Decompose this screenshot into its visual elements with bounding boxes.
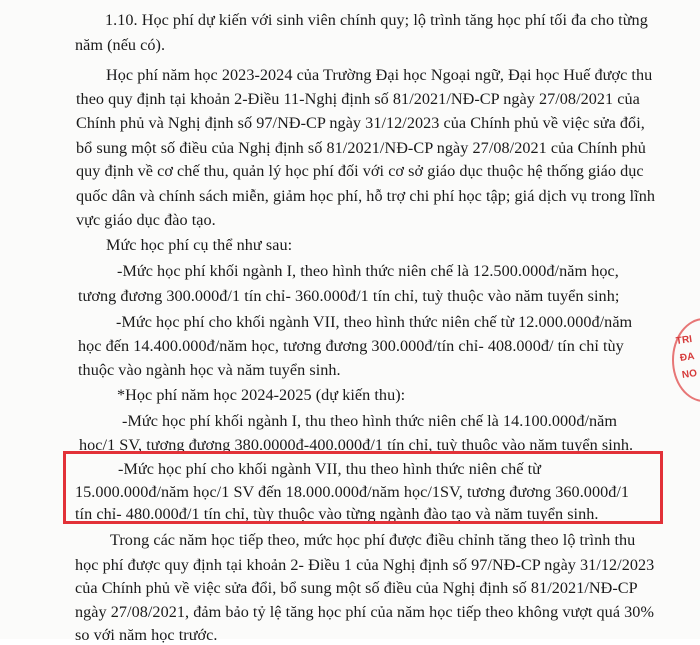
fee-item-line: -Mức học phí khối ngành I, thu theo hình thức niên chế là 14.100.000đ/năm bbox=[122, 412, 618, 430]
fee-item-line: học đến 14.400.000đ/năm học, tương đương 300.000đ/tín chỉ- 408.000đ/ tín chỉ tùy bbox=[78, 337, 624, 355]
highlighted-fee-line: -Mức học phí cho khối ngành VII, thu theo hình thức niên chế từ bbox=[118, 460, 541, 478]
paragraph-line: quy định về cơ chế thu, quản lý học phí đối với cơ sở giáo dục thuộc hệ thống giáo dục bbox=[76, 162, 644, 180]
fee-year-heading: *Học phí năm học 2024-2025 (dự kiến thu): bbox=[117, 386, 406, 404]
paragraph-line: Mức học phí cụ thể như sau: bbox=[106, 236, 293, 254]
fee-item-line: -Mức học phí cho khối ngành VII, theo hình thức niên chế từ 12.000.000đ/năm bbox=[116, 313, 633, 331]
paragraph-line: vực giáo dục đào tạo. bbox=[76, 211, 216, 229]
section-heading-line-1: 1.10. Học phí dự kiến với sinh viên chính quy; lộ trình tăng học phí tối đa cho từng bbox=[105, 11, 648, 29]
section-heading-line-2: năm (nếu có). bbox=[75, 36, 166, 54]
paragraph-line: ngày 27/08/2021, đảm bảo tỷ lệ tăng học phí của năm học tiếp theo không vượt quá 30% bbox=[75, 603, 654, 621]
paragraph-line: bổ sung một số điều của Nghị định số 81/2021/NĐ-CP ngày 27/08/2021 của Chính phủ bbox=[76, 139, 646, 157]
paragraph-line: học phí được quy định tại khoản 2- Điều 1 của Nghị định số 97/NĐ-CP ngày 31/12/2023 bbox=[75, 556, 655, 574]
fee-item-line: tương đương 300.000đ/1 tín chỉ- 360.000đ/1 tín chỉ, tuỳ thuộc vào năm tuyển sinh; bbox=[78, 287, 620, 305]
red-highlight-box bbox=[63, 451, 663, 524]
paragraph-line: so với năm học trước. bbox=[75, 626, 218, 644]
fee-item-line: học/1 SV, tương đương 380.0000đ-400.000đ/1 tín chỉ, tuỳ thuộc vào năm tuyển sinh. bbox=[79, 436, 634, 454]
paragraph-line: của Chính phủ về việc sửa đổi, bổ sung một số điều của Nghị định số 81/2021/NĐ-CP bbox=[75, 579, 638, 597]
highlighted-fee-line: 15.000.000đ/năm học/1 SV đến 18.000.000đ/năm học/1SV, tương đương 360.000đ/1 bbox=[75, 483, 630, 501]
paragraph-line: Trong các năm học tiếp theo, mức học phí được điều chỉnh tăng theo lộ trình thu bbox=[110, 531, 636, 549]
fee-item-line: thuộc vào ngành học và năm tuyển sinh. bbox=[78, 361, 341, 379]
highlighted-fee-line: tín chỉ- 480.000đ/1 tín chỉ, tùy thuộc vào từng ngành đào tạo và năm tuyển sinh. bbox=[75, 505, 599, 523]
paragraph-line: Chính phủ và Nghị định số 97/NĐ-CP ngày 31/12/2023 của Chính phủ về việc sửa đổi, bbox=[76, 114, 645, 132]
paragraph-line: Học phí năm học 2023-2024 của Trường Đại học Ngoại ngữ, Đại học Huế được thu bbox=[106, 66, 653, 84]
stamp-text: ĐA bbox=[679, 351, 696, 364]
paragraph-line: theo quy định tại khoản 2-Điều 11-Nghị định số 81/2021/NĐ-CP ngày 27/08/2021 của bbox=[76, 90, 640, 108]
fee-item-line: -Mức học phí khối ngành I, theo hình thức niên chế là 12.500.000đ/năm học, bbox=[117, 262, 619, 280]
stamp-text: NO bbox=[681, 368, 698, 381]
paragraph-line: quốc dân và chính sách miễn, giảm học phí, hỗ trợ chi phí học tập; giá dịch vụ trong lĩnh bbox=[76, 187, 655, 205]
stamp-text: TRI bbox=[675, 333, 693, 348]
